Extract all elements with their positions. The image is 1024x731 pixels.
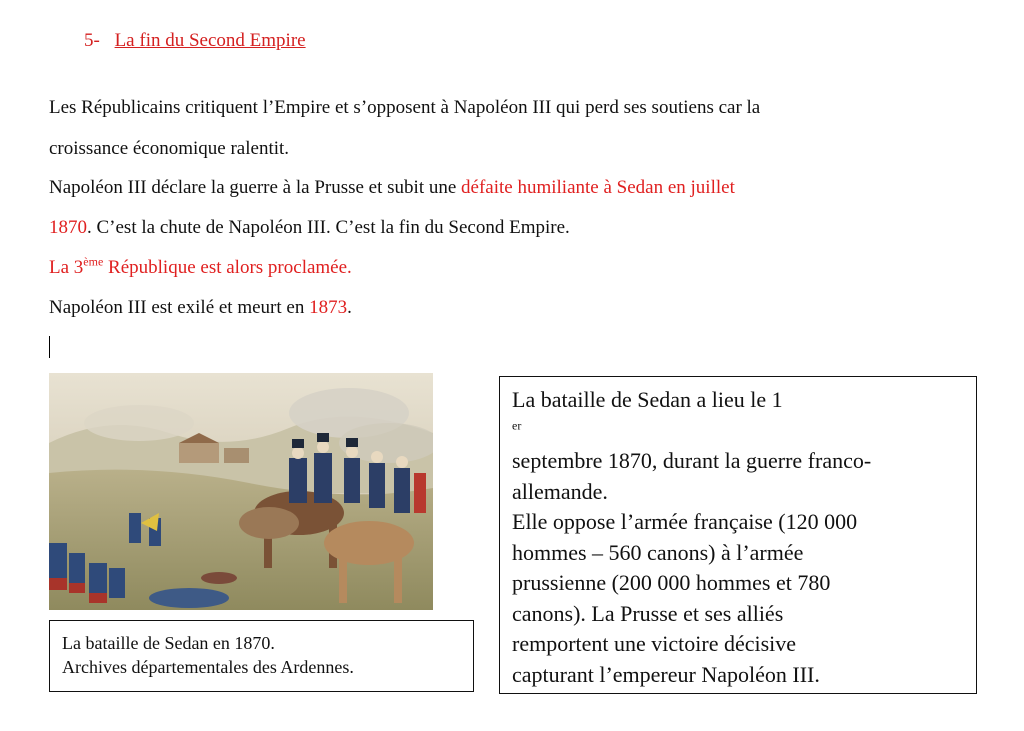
paragraph-line-republic bbox=[49, 256, 352, 280]
highlight-text: République est alors proclamée. bbox=[103, 257, 352, 278]
caption-line: Archives départementales des Ardennes. bbox=[62, 657, 354, 677]
section-heading bbox=[84, 30, 306, 52]
paragraph-line bbox=[49, 137, 289, 161]
battle-painting-image bbox=[49, 373, 433, 610]
text-cursor[interactable] bbox=[49, 336, 50, 358]
paragraph-line bbox=[49, 296, 352, 320]
info-line: allemande. bbox=[512, 478, 608, 504]
info-line: remportent une victoire décisive bbox=[512, 631, 797, 656]
info-line: septembre 1870, durant la guerre franco- bbox=[512, 448, 872, 473]
section-number: 5- bbox=[84, 30, 100, 51]
info-line: prussienne (200 000 hommes et 780 bbox=[512, 570, 831, 595]
image-caption bbox=[49, 620, 474, 692]
text-run: La bataille de Sedan a lieu le 1 bbox=[512, 387, 783, 412]
section-title: La fin du Second Empire bbox=[114, 30, 306, 51]
caption-line: La bataille de Sedan en 1870. bbox=[62, 633, 275, 653]
info-line bbox=[512, 385, 964, 446]
info-line: canons). La Prusse et ses alliés bbox=[512, 600, 784, 626]
highlight-text: 1873 bbox=[309, 297, 348, 318]
highlight-text: 1870 bbox=[49, 217, 87, 238]
text-run: . bbox=[347, 297, 352, 318]
text-run: Les Républicains critiquent l’Empire et s’opposent à Napoléon III qui perd ses soutiens car la bbox=[49, 97, 761, 118]
info-box bbox=[499, 376, 977, 694]
superscript: ème bbox=[83, 254, 104, 269]
text-run: croissance économique ralentit. bbox=[49, 138, 290, 159]
text-run: . C’est la chute de Napoléon III. C’est la fin du Second Empire. bbox=[87, 217, 570, 238]
paragraph-line bbox=[49, 216, 570, 240]
text-run: Napoléon III déclare la guerre à la Prusse et subit une bbox=[49, 177, 462, 198]
paragraph-line bbox=[49, 176, 735, 200]
text-run: Napoléon III est exilé et meurt en bbox=[49, 297, 310, 318]
paragraph-line bbox=[49, 96, 760, 120]
info-line: capturant l’empereur Napoléon III. bbox=[512, 661, 820, 687]
superscript: er bbox=[512, 418, 522, 433]
info-line: hommes – 560 canons) à l’armée bbox=[512, 539, 804, 565]
highlight-text: défaite humiliante à Sedan en juillet bbox=[461, 177, 735, 198]
info-line: Elle oppose l’armée française (120 000 bbox=[512, 509, 858, 534]
highlight-text: La 3 bbox=[49, 257, 84, 278]
